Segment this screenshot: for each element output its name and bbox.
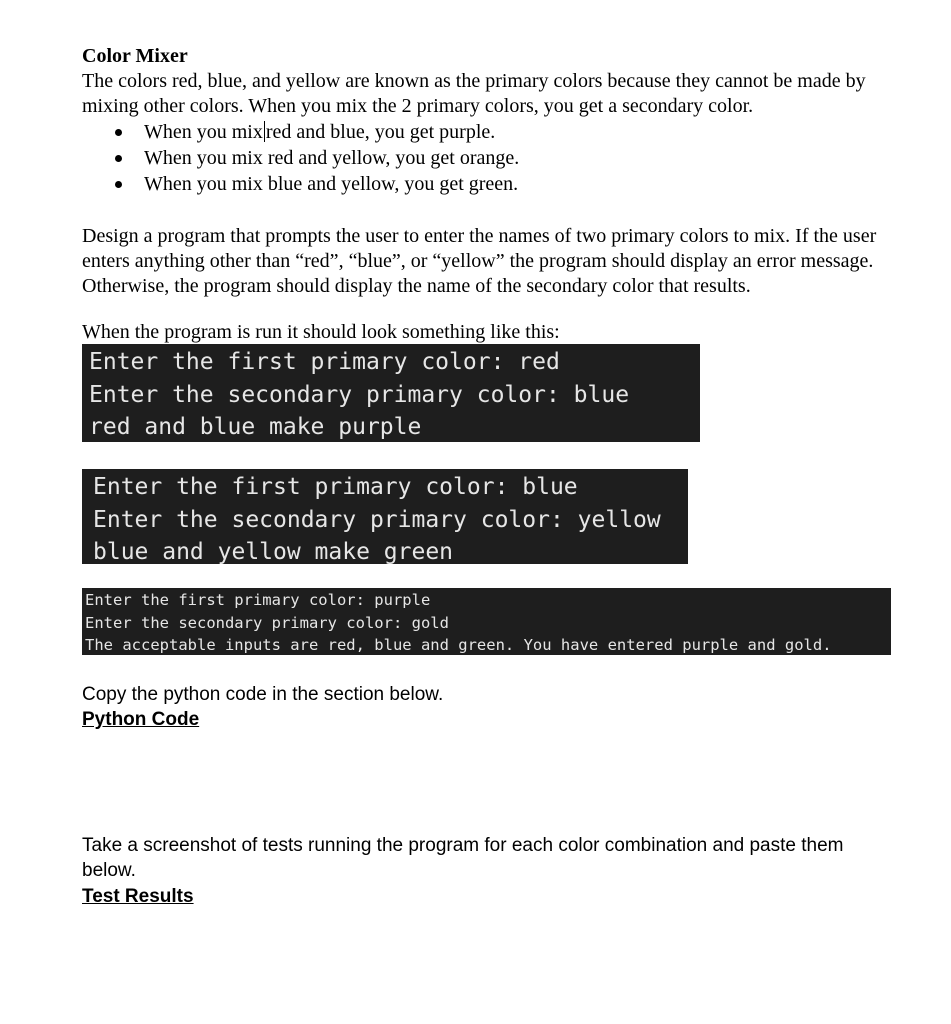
bullet-icon: [115, 181, 122, 188]
list-item: [82, 145, 902, 171]
terminal-line: Enter the first primary color: purple: [85, 591, 431, 609]
terminal-screenshot-3: [82, 588, 891, 655]
python-code-heading: Python Code: [82, 709, 200, 730]
terminal-line: blue and yellow make green: [93, 539, 454, 565]
terminal-line: red and blue make purple: [89, 414, 422, 440]
terminal-line: Enter the secondary primary color: gold: [85, 613, 449, 632]
terminal-line: Enter the secondary primary color: blue: [89, 381, 630, 408]
terminal-screenshot-2: [82, 469, 688, 564]
copy-instruction: Copy the python code in the section below.: [82, 684, 444, 705]
bullet-text: When you mix blue and yellow, you get green.: [144, 173, 519, 195]
document-page: [82, 44, 902, 909]
list-item: [82, 171, 902, 197]
example-intro: When the program is run it should look something like this:: [82, 321, 560, 343]
terminal-line: Enter the first primary color: blue: [93, 474, 578, 500]
document-title: Color Mixer: [82, 45, 188, 67]
text-cursor: [264, 121, 265, 142]
screenshot-instruction: Take a screenshot of tests running the program for each color combination and paste them below.: [82, 835, 844, 881]
bullet-text-end: red and blue, you get purple.: [265, 121, 496, 143]
bullet-icon: [115, 129, 122, 136]
terminal-screenshot-1: [82, 344, 700, 442]
bullet-list: [82, 119, 902, 197]
intro-paragraph: The colors red, blue, and yellow are known as the primary colors because they cannot be made by mixing other colors. When you mix the 2 primary colors, you get a secondary color.: [82, 70, 866, 117]
terminal-line: Enter the secondary primary color: yellow: [93, 506, 661, 533]
test-results-heading: Test Results: [82, 886, 194, 907]
bullet-text-start: When you mix: [144, 121, 263, 143]
list-item: [82, 119, 902, 145]
terminal-line: Enter the first primary color: red: [89, 349, 560, 375]
design-paragraph: Design a program that prompts the user to enter the names of two primary colors to mix. If the user enters anything other than “red”, “blue”, or “yellow” the program should display an error message. Otherwise, the program should display the name of the secondary color that results.: [82, 225, 877, 297]
bullet-icon: [115, 155, 122, 162]
terminal-line: The acceptable inputs are red, blue and green. You have entered purple and gold.: [85, 636, 832, 654]
bullet-text: When you mix red and yellow, you get orange.: [144, 147, 520, 169]
